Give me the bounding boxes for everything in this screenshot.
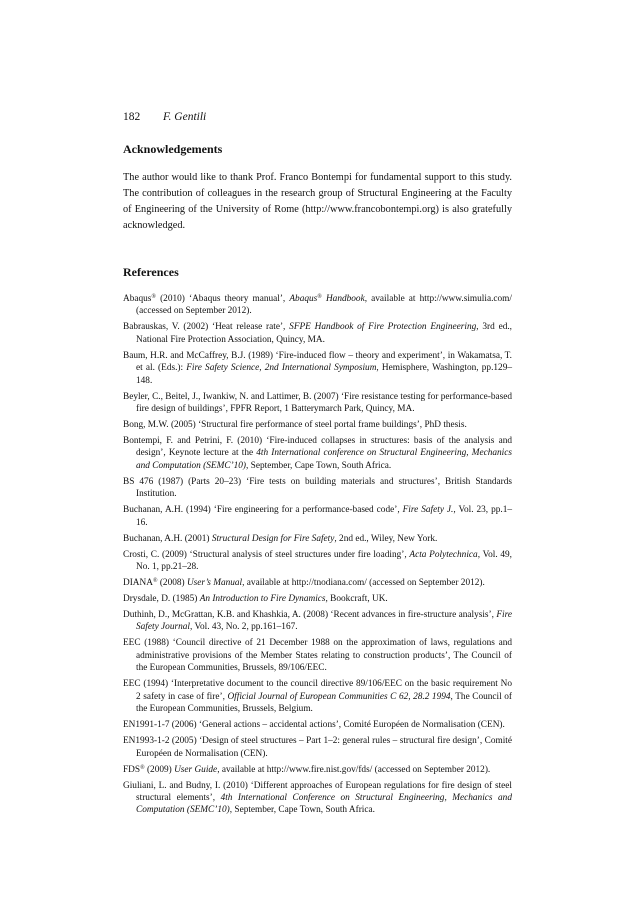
reference-text: , The Council of the European Communities, Brussels, Belgium. [136, 691, 512, 715]
reference-text: , 2nd ed., Wiley, New York. [334, 533, 438, 544]
reference-item [123, 435, 512, 472]
reference-text: , Vol. 43, No. 2, pp.161–167. [189, 622, 298, 633]
reference-text: Handbook [321, 294, 365, 304]
reference-text: Fire Safety Science, 2nd International Symposium [186, 363, 377, 374]
reference-item [123, 391, 512, 416]
reference-text: ® [152, 578, 158, 585]
reference-text: (2008) [157, 578, 187, 589]
reference-text: DIANA [123, 578, 153, 589]
reference-text: , September, Cape Town, South Africa. [229, 805, 375, 816]
reference-text: Acta Polytechnica [409, 549, 478, 560]
reference-item [123, 678, 512, 715]
reference-text: EEC (1988) ‘Council directive of 21 December 1988 on the approximation of laws, regulations and administrative provisions of the Member States relating to construction products’, The Council of the European Communities, Brussels, 89/106/EEC. [123, 638, 512, 674]
reference-item [123, 735, 512, 760]
reference-text: ® [140, 764, 145, 771]
reference-text: , available at http://tnodiana.com/ (accessed on September 2012). [242, 578, 485, 589]
reference-text: , Vol. 49, No. 1, pp.21–28. [136, 549, 512, 573]
reference-text: Crosti, C. (2009) ‘Structural analysis of steel structures under fire loading’, [123, 549, 410, 560]
reference-text: Baum, H.R. and McCaffrey, B.J. (1989) ‘Fire-induced flow – theory and experiment’, in Wakamatsa, T. et al. (Eds.): [123, 350, 512, 374]
reference-item [123, 533, 512, 545]
references-section [123, 265, 512, 817]
reference-item [123, 780, 512, 817]
page-number: 182 [123, 111, 141, 123]
reference-item [123, 577, 512, 589]
reference-item [123, 419, 512, 431]
reference-text: Abaqus [289, 294, 318, 304]
reference-text: 4th International Conference on Structural Engineering, Mechanics and Computation (SEMC’10) [136, 792, 512, 816]
reference-text: Beyler, C., Beitel, J., Iwankiw, N. and Lattimer, B. (2007) ‘Fire resistance testing for performance-based fire design of buildings’, FPFR Report, 1 Batterymarch Park, Quincy, MA. [123, 391, 512, 415]
reference-text: , 3rd ed., National Fire Protection Association, Quincy, MA. [136, 322, 512, 345]
reference-text: Fire Safety J. [402, 505, 454, 516]
reference-text: Bontempi, F. and Petrini, F. (2010) ‘Fire-induced collapses in structures: basis of the analysis and design’, Keynote lecture at the [123, 436, 512, 459]
reference-item [123, 764, 512, 776]
running-author: F. Gentili [163, 111, 207, 123]
reference-item [123, 293, 512, 318]
reference-text: User’s Manual [186, 578, 243, 589]
reference-text: EN1991-1-7 (2006) ‘General actions – accidental actions’, Comité Européen de Normalisation (CEN). [123, 720, 505, 731]
reference-text: 4th International conference on Structural Engineering, Mechanics and Computation (SEMC’10) [136, 448, 512, 471]
reference-text: , Vol. 23, pp.1–16. [136, 505, 512, 528]
reference-text: Official Journal of European Communities C 62, 28.2 1994 [227, 691, 451, 702]
reference-text: EEC (1994) ‘Interpretative document to the council directive 89/106/EEC on the basic requirement No 2 safety in case of fire’, [123, 679, 512, 702]
reference-text: BS 476 (1987) (Parts 20–23) ‘Fire tests on building materials and structures’, British Standards Institution. [123, 476, 512, 500]
reference-text: ® [317, 294, 322, 300]
reference-text: Bong, M.W. (2005) ‘Structural fire performance of steel portal frame buildings’, PhD thesis. [123, 420, 467, 431]
reference-text: Buchanan, A.H. (2001) [123, 533, 212, 544]
reference-item [123, 593, 512, 605]
reference-text: ® [151, 294, 156, 300]
reference-text: , available at http://www.fire.nist.gov/fds/ (accessed on September 2012). [217, 764, 491, 775]
reference-text: (2009) [144, 764, 175, 775]
reference-item [123, 504, 512, 529]
reference-text: FDS [123, 764, 141, 775]
reference-item [123, 549, 512, 574]
reference-text: , Hemisphere, Washington, pp.129–148. [136, 363, 512, 386]
reference-text: Drysdale, D. (1985) [123, 594, 200, 605]
acknowledgements-heading: Acknowledgements [123, 142, 223, 156]
reference-item [123, 609, 512, 634]
acknowledgements-section [123, 142, 512, 234]
reference-text: Abaqus [123, 294, 152, 304]
page-content [123, 111, 512, 820]
reference-list [123, 293, 512, 817]
reference-text: SFPE Handbook of Fire Protection Engineering [289, 322, 477, 333]
references-heading: References [123, 265, 179, 279]
reference-text: Structural Design for Fire Safety [211, 533, 335, 544]
reference-text: , September, Cape Town, South Africa. [246, 460, 392, 471]
reference-text: An Introduction to Fire Dynamics [199, 594, 326, 605]
reference-text: , available at http://www.simulia.com/ (accessed on September 2012). [136, 294, 512, 317]
reference-item [123, 321, 512, 346]
reference-item [123, 476, 512, 501]
reference-text: EN1993-1-2 (2005) ‘Design of steel structures – Part 1–2: general rules – structural fire design’, Comité Européen de Normalisation (CEN). [123, 736, 512, 759]
reference-text: , Bookcraft, UK. [325, 594, 388, 605]
reference-text: (2010) ‘Abaqus theory manual’, [155, 294, 290, 304]
reference-item [123, 719, 512, 731]
reference-text: User Guide [174, 764, 218, 775]
reference-text: Buchanan, A.H. (1994) ‘Fire engineering for a performance-based code’, [123, 505, 403, 516]
running-header [123, 111, 512, 125]
reference-item [123, 350, 512, 387]
reference-text: Fire Safety Journal [136, 610, 512, 633]
acknowledgements-text: The author would like to thank Prof. Franco Bontempi for fundamental support to this study. The contribution of colleagues in the research group of Structural Engineering at the Faculty of Engineering of the University of Rome (http://www.francobontempi.org) is also gratefully acknowledged. [123, 172, 512, 231]
reference-text: Giuliani, L. and Budny, I. (2010) ‘Different approaches of European regulations for fire design of steel structural elements’, [123, 780, 512, 803]
reference-item [123, 637, 512, 674]
reference-text: Duthinh, D., McGrattan, K.B. and Khashkia, A. (2008) ‘Recent advances in fire-structure analysis’, [123, 610, 497, 621]
reference-text: Babrauskas, V. (2002) ‘Heat release rate’, [123, 322, 290, 333]
